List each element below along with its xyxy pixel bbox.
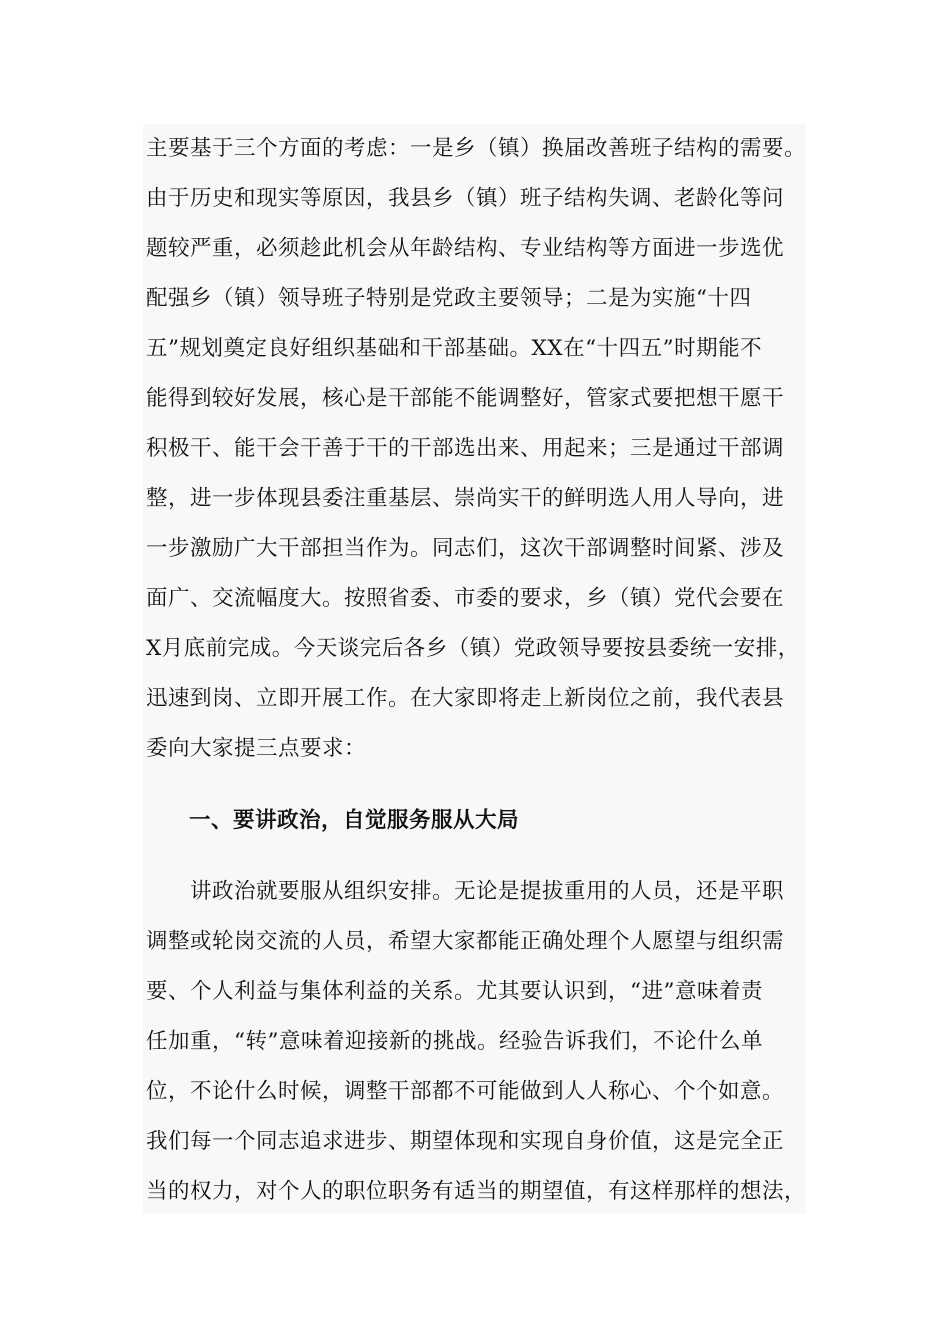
intro-line-3: 题较严重，必须趁此机会从年龄结构、专业结构等方面进一步选优 (146, 236, 785, 261)
intro-line-6: 能得到较好发展，核心是干部能不能调整好，管家式要把想干愿干 (146, 386, 785, 411)
para1-line-3: 要、个人利益与集体利益的关系。尤其要认识到，“进”意味着责 (146, 979, 763, 1004)
intro-line-5: 五”规划奠定良好组织基础和干部基础。XX在“十四五”时期能不 (146, 336, 763, 361)
intro-line-10: 面广、交流幅度大。按照省委、市委的要求，乡（镇）党代会要在 (146, 586, 785, 611)
intro-line-8: 整，进一步体现县委注重基层、崇尚实干的鲜明选人用人导向，进 (146, 486, 785, 511)
para1-line-5: 位，不论什么时候，调整干部都不可能做到人人称心、个个如意。 (146, 1079, 785, 1104)
intro-line-12: 迅速到岗、立即开展工作。在大家即将走上新岗位之前，我代表县 (146, 686, 785, 711)
para1-line-2: 调整或轮岗交流的人员，希望大家都能正确处理个人愿望与组织需 (146, 929, 785, 954)
intro-line-13: 委向大家提三点要求： (146, 736, 367, 761)
para1-line-1: 讲政治就要服从组织安排。无论是提拔重用的人员，还是平职 (146, 879, 785, 904)
intro-line-2: 由于历史和现实等原因，我县乡（镇）班子结构失调、老龄化等问 (146, 186, 785, 211)
para1-line-7: 当的权力，对个人的职位职务有适当的期望值，有这样那样的想法， (146, 1179, 807, 1204)
para1-line-6: 我们每一个同志追求进步、期望体现和实现自身价值，这是完全正 (146, 1129, 785, 1154)
intro-line-1: 主要基于三个方面的考虑：一是乡（镇）换届改善班子结构的需要。 (146, 136, 807, 161)
section-heading-1: 一、要讲政治，自觉服务服从大局 (189, 808, 520, 833)
intro-line-9: 一步激励广大干部担当作为。同志们，这次干部调整时间紧、涉及 (146, 536, 785, 561)
para1-line-4: 任加重，“转”意味着迎接新的挑战。经验告诉我们，不论什么单 (146, 1029, 763, 1054)
intro-line-4: 配强乡（镇）领导班子特别是党政主要领导；二是为实施“十四 (146, 286, 752, 311)
intro-line-7: 积极干、能干会干善于干的干部选出来、用起来；三是通过干部调 (146, 436, 785, 461)
intro-line-11: X月底前完成。今天谈完后各乡（镇）党政领导要按县委统一安排， (146, 636, 800, 661)
document-body (143, 124, 806, 1214)
